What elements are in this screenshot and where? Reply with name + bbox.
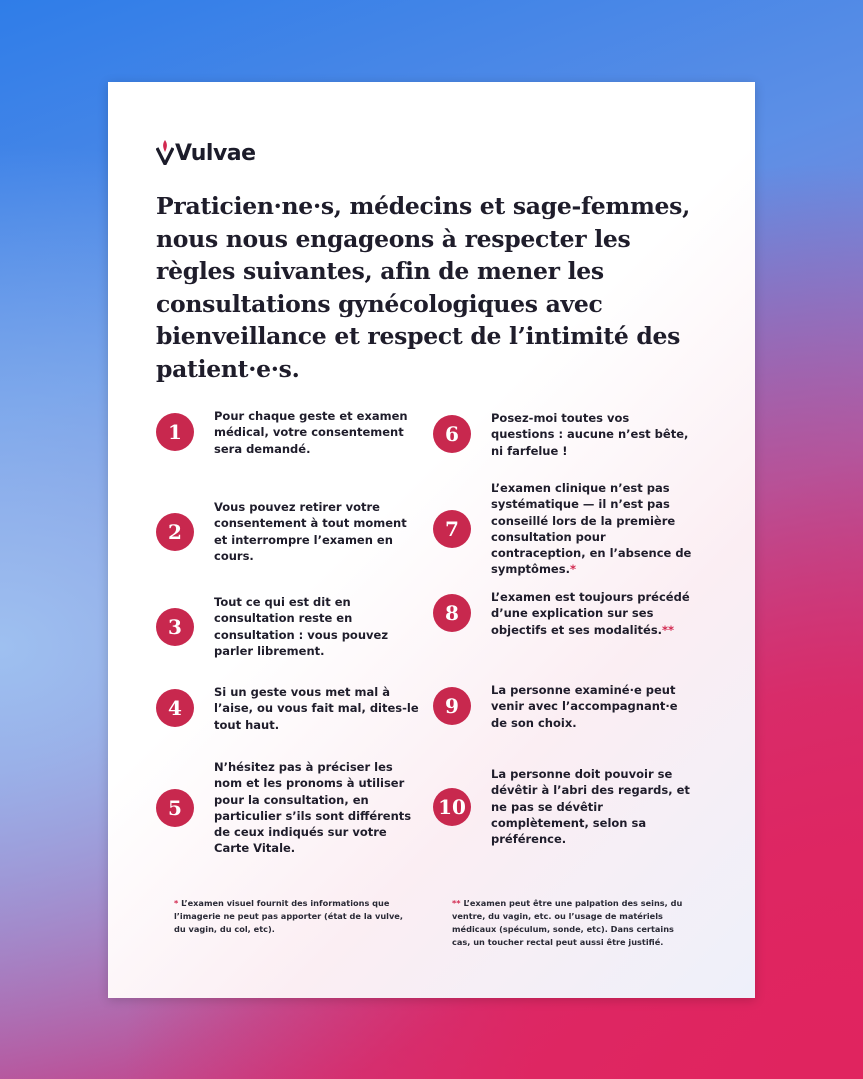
rule-item	[156, 594, 419, 659]
brand-logo	[156, 135, 256, 165]
rule-text: Pour chaque geste et examen médical, votre consentement sera demandé.	[214, 409, 408, 456]
footnote-visual-exam: * L’examen visuel fournit des informations que l’imagerie ne peut pas apporter (état de la vulve, du vagin, du col, etc).	[174, 898, 403, 934]
rule-item	[433, 589, 696, 638]
rule-number-badge: 4	[156, 689, 194, 727]
brand-name: Vulvae	[175, 141, 256, 166]
rule-text: La personne doit pouvoir se dévêtir à l’abri des regards, et ne pas se dévêtir complètement, selon sa préférence.	[491, 767, 690, 847]
rule-text: N’hésitez pas à préciser les nom et les pronoms à utiliser pour la consultation, en particulier s’ils sont différents de ceux indiqués sur votre Carte Vitale.	[214, 760, 412, 856]
rule-number-badge: 10	[433, 788, 471, 826]
rule-number-badge: 5	[156, 789, 194, 827]
rule-number-badge: 6	[433, 415, 471, 453]
rule-text: Vous pouvez retirer votre consentement à tout moment et interrompre l’examen en cours.	[214, 500, 407, 563]
rule-item	[156, 684, 419, 733]
rule-item	[433, 480, 696, 578]
rule-number-badge: 3	[156, 608, 194, 646]
rule-item	[156, 759, 419, 857]
rule-number-badge: 1	[156, 413, 194, 451]
rule-number-badge: 8	[433, 594, 471, 632]
rule-text: Posez-moi toutes vos questions : aucune n’est bête, ni farfelue !	[491, 411, 689, 458]
rule-text: L’examen est toujours précédé d’une explication sur ses objectifs et ses modalités.**	[491, 590, 690, 637]
footnote-exam-types: ** L’examen peut être une palpation des seins, du ventre, du vagin, etc. ou l’usage de matériels médicaux (spéculum, sonde, etc). Dans certains cas, un toucher rectal peut aussi être justifié.	[452, 898, 683, 947]
rule-text: Tout ce qui est dit en consultation reste en consultation : vous pouvez parler librement.	[214, 595, 389, 658]
rule-text: La personne examiné·e peut venir avec l’accompagnant·e de son choix.	[491, 683, 678, 730]
rule-number-badge: 2	[156, 513, 194, 551]
charter-sheet	[108, 82, 755, 998]
rule-item	[433, 766, 696, 847]
rule-number-badge: 7	[433, 510, 471, 548]
vulvae-logo-icon	[156, 139, 174, 165]
rule-item	[433, 410, 696, 459]
charter-headline: Praticien·ne·s, médecins et sage-femmes, nous nous engageons à respecter les règles suivantes, afin de mener les consultations gynécologiques avec bienveillance et respect de l’intimité des patient·e·s.	[156, 192, 690, 383]
rule-item	[156, 499, 419, 564]
rule-item	[433, 682, 696, 731]
rule-text: L’examen clinique n’est pas systématique — il n’est pas conseillé lors de la première consultation pour contraception, en l’absence de symptômes.*	[491, 481, 692, 577]
rule-number-badge: 9	[433, 687, 471, 725]
rule-item	[156, 408, 419, 457]
rule-text: Si un geste vous met mal à l’aise, ou vous fait mal, dites-le tout haut.	[214, 685, 419, 732]
